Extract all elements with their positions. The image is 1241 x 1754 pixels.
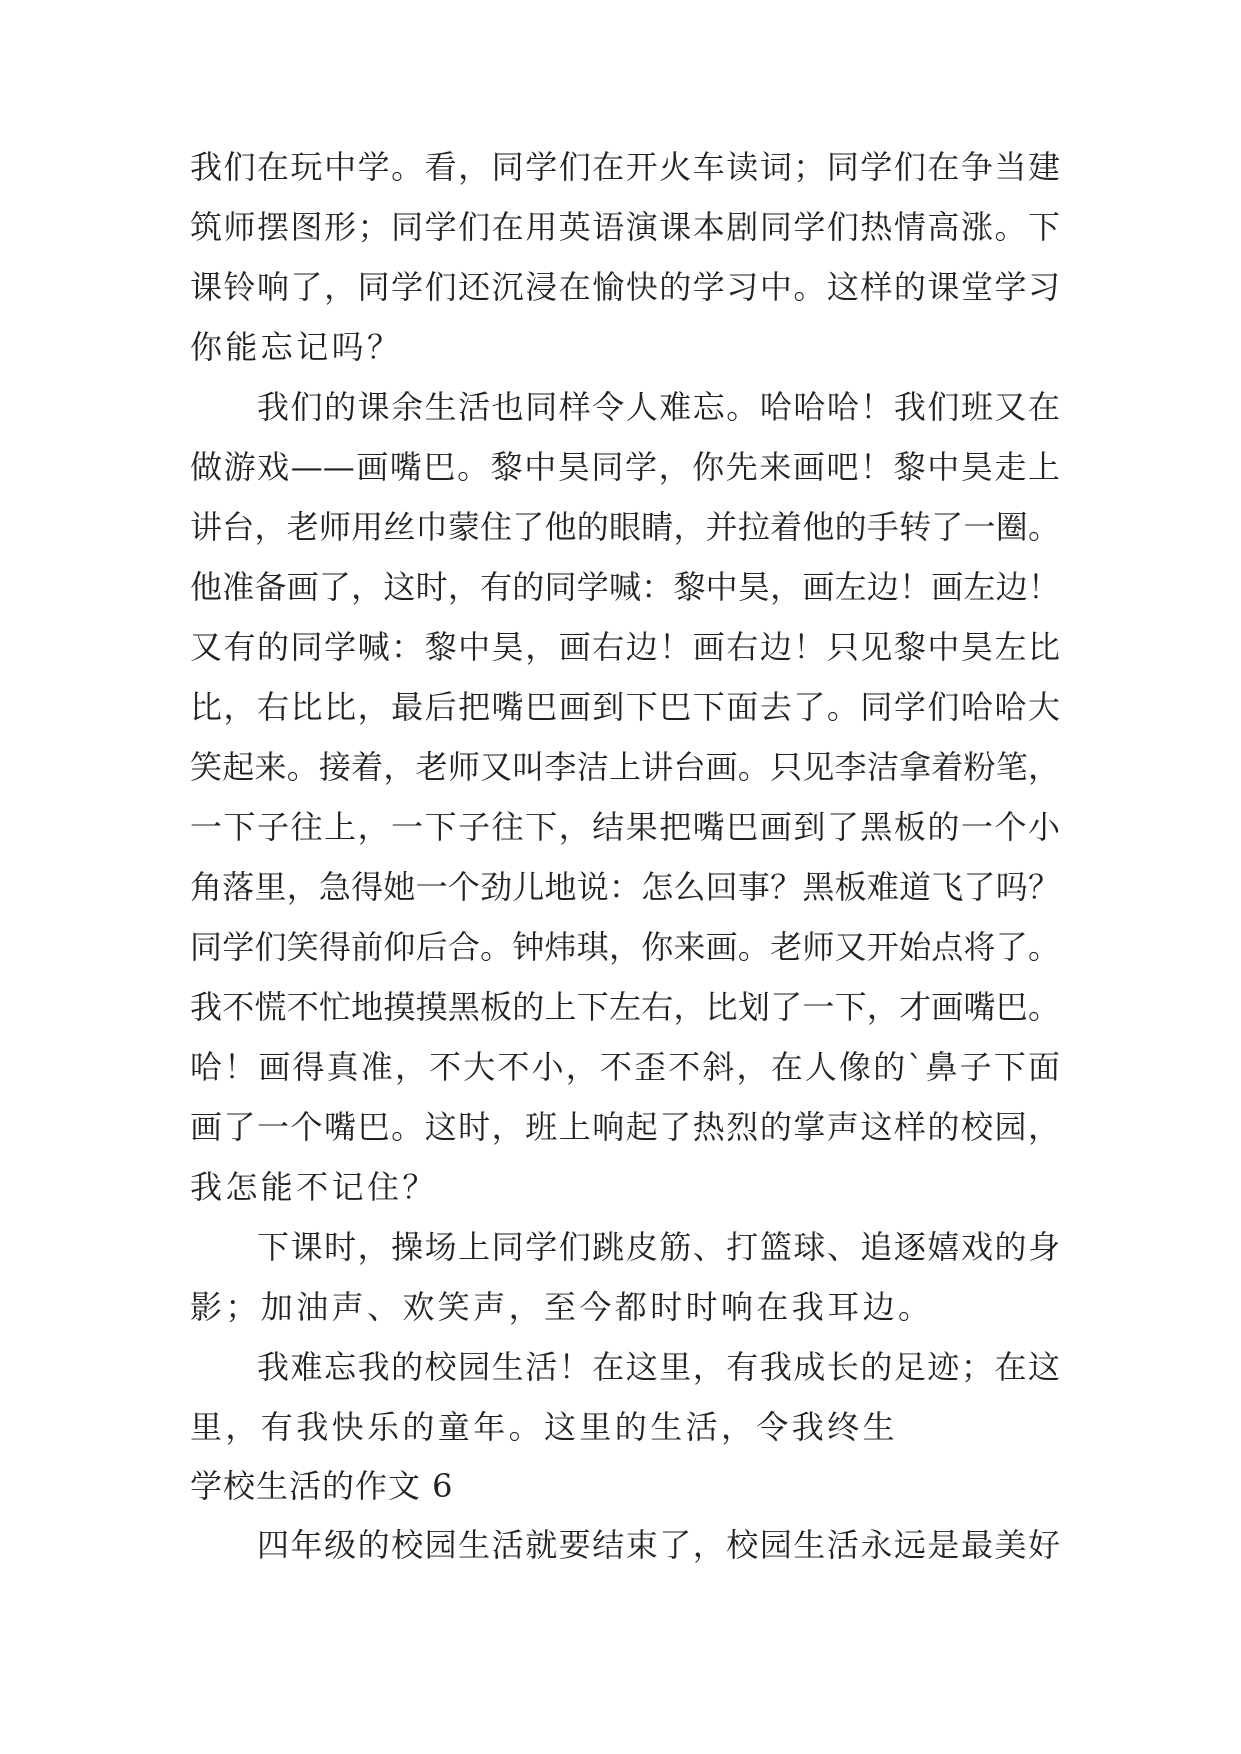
text-line: 影；加油声、欢笑声，至今都时时响在我耳边。	[190, 1288, 934, 1326]
text-line: 下课时，操场上同学们跳皮筋、打篮球、追逐嬉戏的身	[190, 1228, 1060, 1266]
text-line: 里，有我快乐的童年。这里的生活，令我终生	[190, 1408, 899, 1446]
text-line: 我们在玩中学。看，同学们在开火车读词；同学们在争当建	[190, 148, 1060, 186]
text-line: 做游戏——画嘴巴。黎中昊同学，你先来画吧！黎中昊走上	[190, 448, 1060, 486]
text-line: 你能忘记吗？	[190, 328, 403, 366]
text-line: 我不慌不忙地摸摸黑板的上下左右，比划了一下，才画嘴巴。	[190, 988, 1060, 1026]
text-line: 我们的课余生活也同样令人难忘。哈哈哈！我们班又在	[190, 388, 1060, 426]
text-line: 又有的同学喊：黎中昊，画右边！画右边！只见黎中昊左比	[190, 628, 1060, 666]
text-line: 他准备画了，这时，有的同学喊：黎中昊，画左边！画左边！	[190, 568, 1060, 606]
text-line: 四年级的校园生活就要结束了，校园生活永远是最美好	[190, 1526, 1060, 1564]
text-line: 课铃响了，同学们还沉浸在愉快的学习中。这样的课堂学习	[190, 268, 1060, 306]
text-line: 画了一个嘴巴。这时，班上响起了热烈的掌声这样的校园，	[190, 1108, 1060, 1146]
text-line: 一下子往上，一下子往下，结果把嘴巴画到了黑板的一个小	[190, 808, 1060, 846]
text-line: 笑起来。接着，老师又叫李洁上讲台画。只见李洁拿着粉笔，	[190, 748, 1060, 786]
text-line: 我难忘我的校园生活！在这里，有我成长的足迹；在这	[190, 1348, 1060, 1386]
text-line: 比，右比比，最后把嘴巴画到下巴下面去了。同学们哈哈大	[190, 688, 1060, 726]
text-line: 我怎能不记住？	[190, 1168, 438, 1206]
text-line: 讲台，老师用丝巾蒙住了他的眼睛，并拉着他的手转了一圈。	[190, 508, 1060, 546]
section-heading: 学校生活的作文 6	[190, 1467, 454, 1505]
text-line: 筑师摆图形；同学们在用英语演课本剧同学们热情高涨。下	[190, 208, 1060, 246]
text-line: 哈！画得真准，不大不小，不歪不斜，在人像的`鼻子下面	[190, 1048, 1060, 1086]
text-line: 同学们笑得前仰后合。钟炜琪，你来画。老师又开始点将了。	[190, 928, 1060, 966]
text-line: 角落里，急得她一个劲儿地说：怎么回事？黑板难道飞了吗？	[190, 868, 1060, 906]
